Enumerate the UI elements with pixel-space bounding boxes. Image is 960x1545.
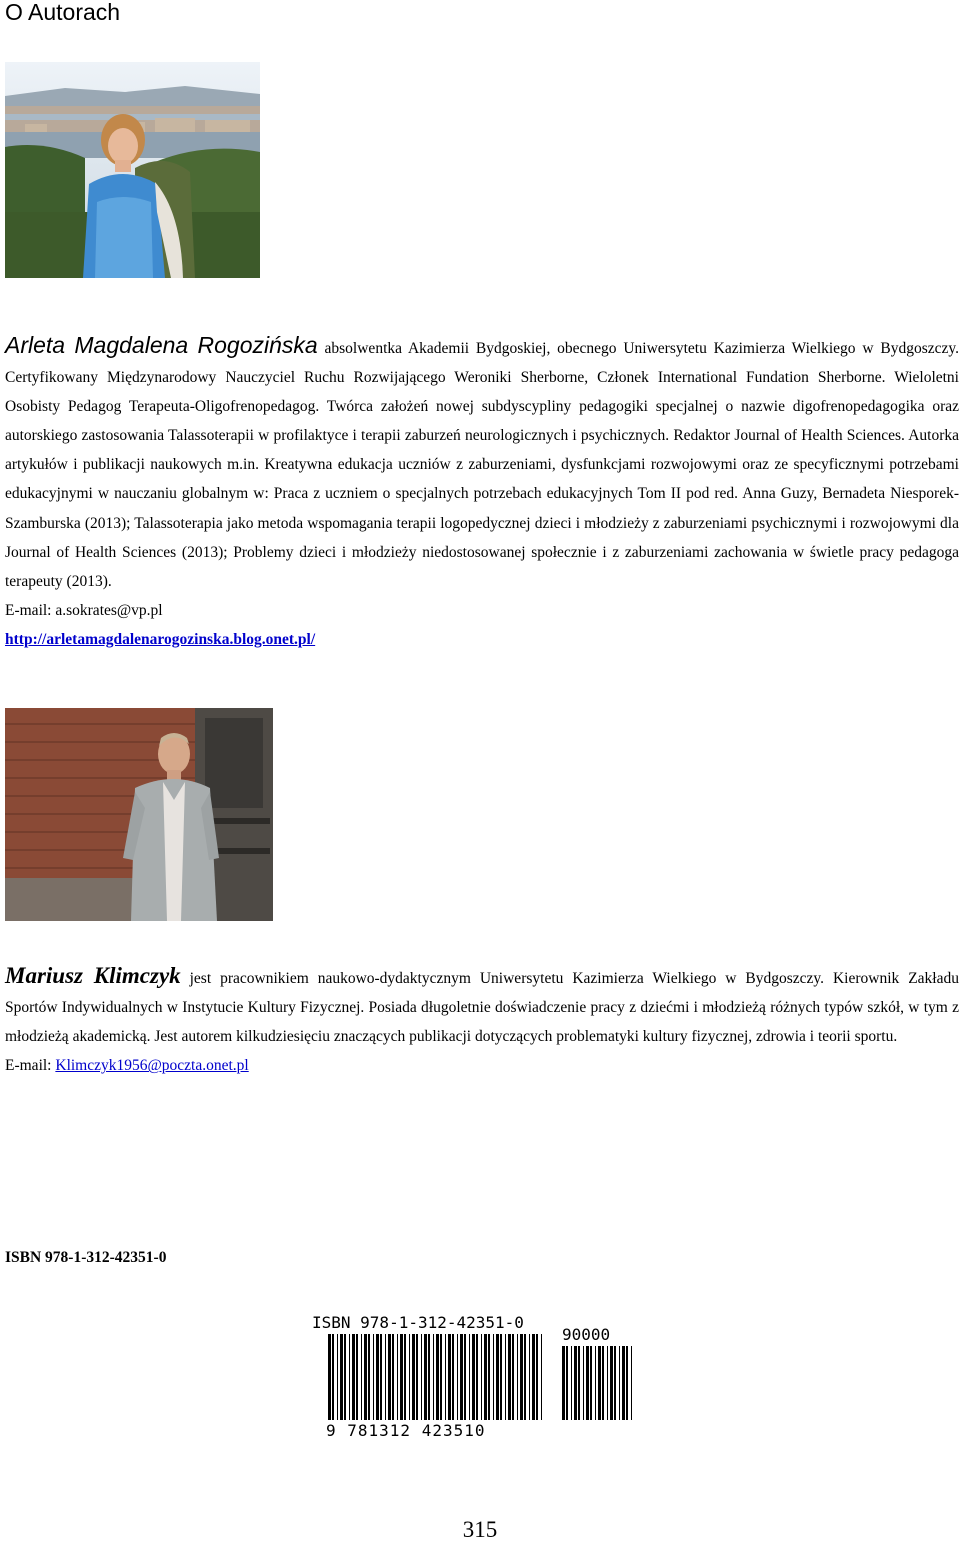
barcode-bar	[361, 1334, 362, 1420]
barcode-bar	[529, 1334, 530, 1420]
barcode-bar	[598, 1346, 601, 1420]
barcode-addon-text: 90000	[562, 1325, 611, 1344]
author-name: Arleta Magdalena Rogozińska	[5, 332, 318, 358]
barcode-bar	[397, 1334, 398, 1420]
barcode-bar	[364, 1334, 367, 1420]
barcode-bar	[340, 1334, 343, 1420]
barcode-bar	[578, 1346, 580, 1420]
barcode-bar	[464, 1334, 466, 1420]
barcode-top-text: ISBN 978-1-312-42351-0	[312, 1313, 524, 1332]
barcode-bar	[349, 1334, 350, 1420]
barcode-graphic	[308, 1312, 638, 1442]
barcode-bar	[373, 1334, 374, 1420]
author-bio-text: absolwentka Akademii Bydgoskiej, obecnego Uniwersytetu Kazimierza Wielkiego w Bydgoszczy. Certyfikowany Międzynarodowy Nauczyciel Ruchu Rozwijającego Weroniki Sherborne, Członek International Fundation Sherborne. Wieloletni Osobisty Pedagog Terapeuta-Oligofrenopedagog. Twórca założeń nowej subdyscypliny pedagogiki specjalnej o nazwie digofrenopedagogika oraz autorskiego zastosowania Talassoterapii w profilaktyce i terapii zaburzeń neurologicznych i psychicznych. Redaktor Journal of Health Sciences. Autorka artykułów i publikacji naukowych m.in. Kreatywna edukacja uczniów z zaburzeniami, dysfunkcjami rozwojowymi oraz ze specyficznymi potrzebami edukacyjnymi w nauczaniu globalnym w: Praca z uczniem o specjalnych potrzebach edukacyjnych Tom II pod red. Anna Guzy, Bernadeta Niesporek-Szamburska (2013); Talassoterapia jako metoda wspomagania terapii logopedycznej dzieci i młodzieży z zaburzeniami psychicznymi i rozwojowymi dla Journal of Health Sciences (2013); Problemy dzieci i młodzieży niedostosowanej społecznie i z zaburzeniami zachowania w świetle pracy pedagoga terapeuty (2013).	[5, 340, 959, 590]
barcode-bar	[352, 1334, 355, 1420]
barcode-bar	[409, 1334, 410, 1420]
isbn-label: ISBN 978-1-312-42351-0	[5, 1249, 167, 1266]
barcode-bar	[404, 1334, 406, 1420]
author-bio-1	[5, 331, 959, 654]
barcode-bar	[541, 1334, 542, 1420]
barcode-bar	[368, 1334, 370, 1420]
barcode-bar	[385, 1334, 386, 1420]
barcode-bar	[421, 1334, 422, 1420]
barcode-bar	[428, 1334, 430, 1420]
page-title: O Autorach	[5, 0, 121, 25]
barcode-bar	[508, 1334, 511, 1420]
barcode-bar	[610, 1346, 613, 1420]
barcode-bar	[488, 1334, 490, 1420]
barcode-bar	[356, 1334, 358, 1420]
author-bio-2	[5, 961, 959, 1080]
page-number: 315	[462, 1517, 498, 1542]
barcode-bar	[496, 1334, 499, 1420]
barcode-bar	[436, 1334, 439, 1420]
author-photo-2	[5, 708, 273, 921]
barcode-bar	[512, 1334, 514, 1420]
isbn-barcode	[308, 1312, 638, 1442]
barcode-bar	[619, 1346, 620, 1420]
barcode-bar	[412, 1334, 415, 1420]
barcode-bar	[622, 1346, 625, 1420]
barcode-bar	[602, 1346, 604, 1420]
author-email-line: E-mail: a.sokrates@vp.pl	[5, 601, 163, 619]
barcode-bar	[392, 1334, 394, 1420]
barcode-bar	[481, 1334, 482, 1420]
barcode-bar	[344, 1334, 346, 1420]
author-email-label: E-mail:	[5, 1057, 56, 1075]
photo-woman-city-view	[5, 62, 260, 278]
barcode-bar	[328, 1334, 331, 1420]
barcode-bar	[566, 1346, 568, 1420]
barcode-bar	[380, 1334, 382, 1420]
barcode-bar	[416, 1334, 418, 1420]
barcode-bar	[583, 1346, 584, 1420]
barcode-bar	[424, 1334, 427, 1420]
barcode-bar	[520, 1334, 523, 1420]
barcode-bar	[445, 1334, 446, 1420]
barcode-main-bars	[328, 1334, 542, 1420]
barcode-bar	[626, 1346, 628, 1420]
barcode-bar	[590, 1346, 592, 1420]
barcode-bar	[400, 1334, 403, 1420]
barcode-bar	[571, 1346, 572, 1420]
barcode-bar	[388, 1334, 391, 1420]
barcode-bar	[433, 1334, 434, 1420]
barcode-bar	[532, 1334, 535, 1420]
barcode-bar	[376, 1334, 379, 1420]
barcode-bar	[457, 1334, 458, 1420]
barcode-bar	[493, 1334, 494, 1420]
barcode-digits: 9 781312 423510	[326, 1421, 486, 1440]
barcode-bar	[536, 1334, 538, 1420]
barcode-bar	[484, 1334, 487, 1420]
barcode-bar	[574, 1346, 577, 1420]
author-email-link[interactable]: Klimczyk1956@poczta.onet.pl	[55, 1057, 249, 1075]
author-website-link[interactable]: http://arletamagdalenarogozinska.blog.onet.pl/	[5, 630, 316, 648]
barcode-bar	[524, 1334, 526, 1420]
barcode-bar	[517, 1334, 518, 1420]
barcode-bar	[505, 1334, 506, 1420]
barcode-bar	[460, 1334, 463, 1420]
barcode-bar	[614, 1346, 616, 1420]
barcode-bar	[607, 1346, 608, 1420]
barcode-bar	[595, 1346, 596, 1420]
barcode-bar	[586, 1346, 589, 1420]
author-photo-1	[5, 62, 260, 278]
barcode-bar	[448, 1334, 451, 1420]
barcode-bar	[332, 1334, 334, 1420]
barcode-bar	[562, 1346, 565, 1420]
photo-man-grey-suit	[5, 708, 273, 921]
barcode-bar	[476, 1334, 478, 1420]
barcode-bar	[469, 1334, 470, 1420]
barcode-addon-bars	[562, 1346, 632, 1420]
barcode-bar	[440, 1334, 442, 1420]
barcode-bar	[452, 1334, 454, 1420]
author-name: Mariusz Klimczyk	[5, 963, 181, 988]
author-bio-text: jest pracownikiem naukowo-dydaktycznym Uniwersytetu Kazimierza Wielkiego w Bydgoszczy. Kierownik Zakładu Sportów Indywidualnych w Instytucie Kultury Fizycznej. Posiada długoletnie doświadczenie pracy z dziećmi i młodzieżą różnych typów szkół, w tym z młodzieżą akademicką. Jest autorem kilkudziesięciu znaczących publikacji dotyczących problematyki kultury fizycznej, zdrowia i teorii sportu.	[5, 970, 959, 1046]
barcode-bar	[472, 1334, 475, 1420]
barcode-bar	[337, 1334, 338, 1420]
barcode-bar	[500, 1334, 502, 1420]
barcode-bar	[631, 1346, 632, 1420]
